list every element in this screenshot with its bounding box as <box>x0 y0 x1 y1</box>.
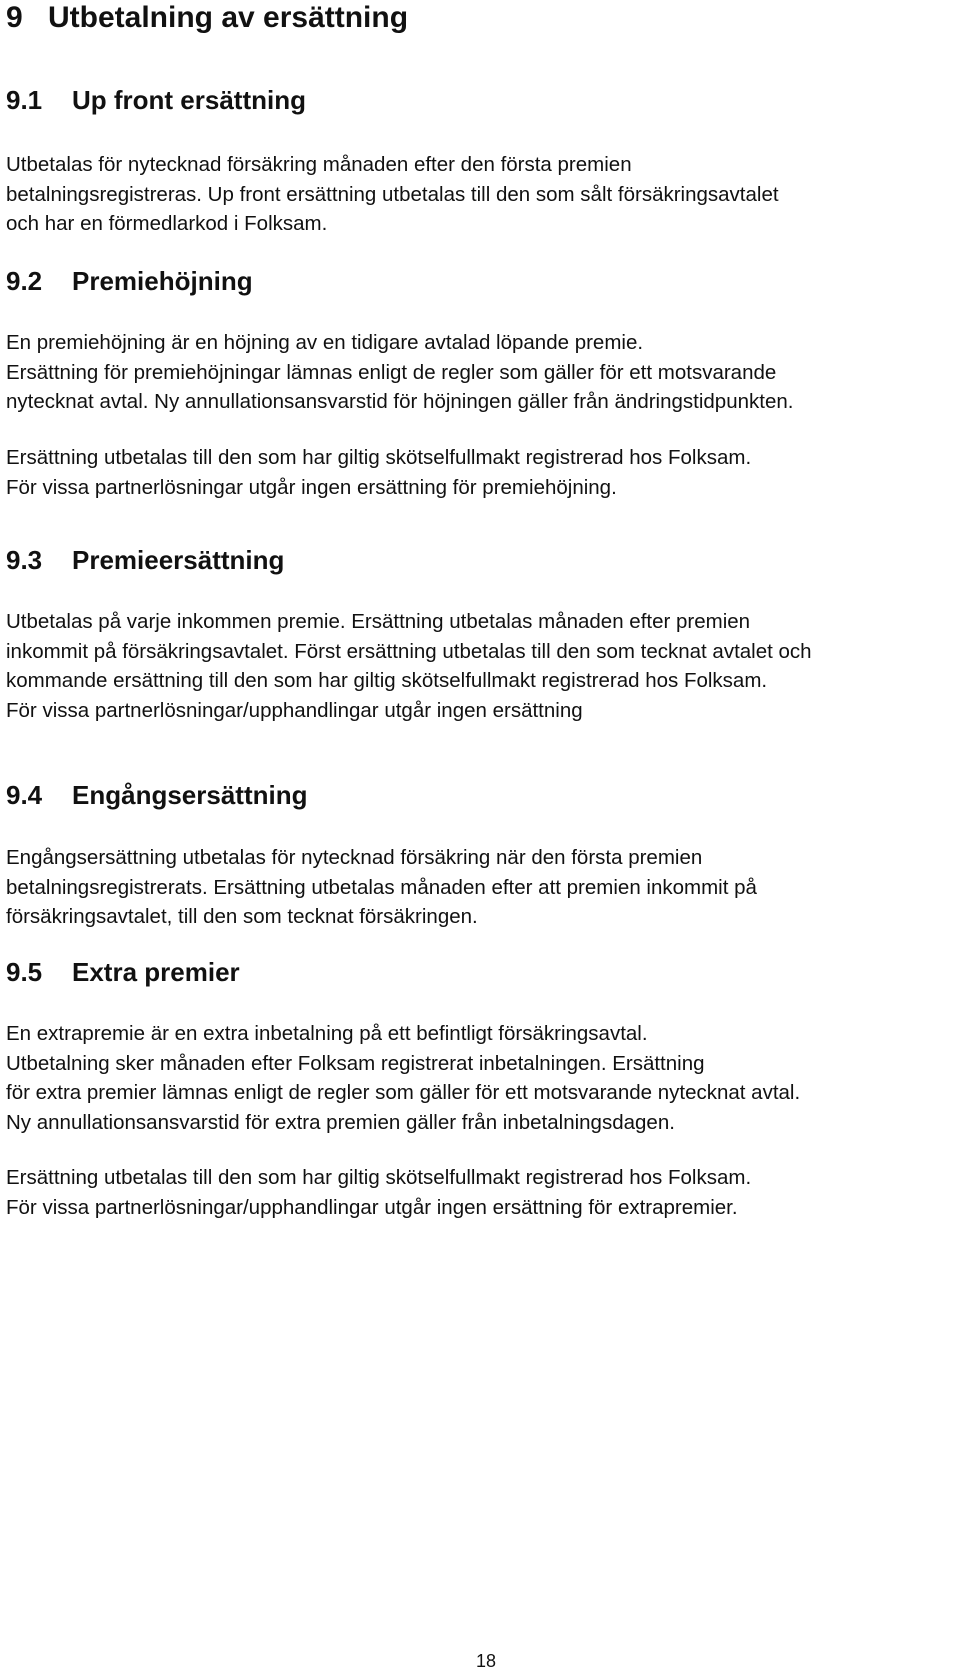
page-number: 18 <box>476 1651 497 1671</box>
text-line: för extra premier lämnas enligt de regler som gäller för ett motsvarande nytecknat avtal. <box>6 1081 801 1104</box>
section-number: 9.4 <box>6 780 43 810</box>
section-heading-9-3 <box>6 544 284 576</box>
text-line: Utbetalning sker månaden efter Folksam registrerat inbetalningen. Ersättning <box>6 1051 705 1075</box>
section-number: 9.3 <box>6 545 43 575</box>
text-line: Engångsersättning utbetalas för nytecknad försäkring när den första premien <box>6 846 703 869</box>
text-line: Ersättning för premiehöjningar lämnas enligt de regler som gäller för ett motsvarande <box>6 360 777 384</box>
text-line: inkommit på försäkringsavtalet. Först ersättning utbetalas till den som tecknat avtalet och <box>6 639 812 663</box>
section-title: Premieersättning <box>72 545 285 575</box>
section-9-5-paragraph-2 <box>6 1163 751 1222</box>
section-title: Engångsersättning <box>72 780 308 810</box>
section-9-2-paragraph-1 <box>6 328 793 417</box>
text-line: Ersättning utbetalas till den som har giltig skötselfullmakt registrerad hos Folksam. <box>6 446 752 469</box>
section-number: 9.2 <box>6 266 43 296</box>
section-heading-9-1 <box>6 84 306 116</box>
chapter-title: Utbetalning av ersättning <box>48 1 409 34</box>
section-heading-9-2 <box>6 265 253 297</box>
section-number: 9.5 <box>6 957 43 987</box>
text-line: betalningsregistrerats. Ersättning utbetalas månaden efter att premien inkommit på <box>6 875 757 899</box>
text-line: En premiehöjning är en höjning av en tidigare avtalad löpande premie. <box>6 331 644 354</box>
section-9-2-paragraph-2 <box>6 443 751 502</box>
chapter-number: 9 <box>6 1 23 34</box>
text-line: Utbetalas på varje inkommen premie. Ersättning utbetalas månaden efter premien <box>6 610 751 633</box>
text-line: En extrapremie är en extra inbetalning på ett befintligt försäkringsavtal. <box>6 1022 648 1045</box>
section-title: Extra premier <box>72 957 240 987</box>
section-title: Up front ersättning <box>72 85 306 115</box>
section-9-4-paragraph-1 <box>6 843 757 932</box>
text-line: För vissa partnerlösningar/upphandlingar utgår ingen ersättning <box>6 698 583 722</box>
text-line: försäkringsavtalet, till den som tecknat försäkringen. <box>6 905 478 928</box>
section-title: Premiehöjning <box>72 266 253 296</box>
section-heading-9-4 <box>6 779 307 811</box>
text-line: Ny annullationsansvarstid för extra premien gäller från inbetalningsdagen. <box>6 1110 675 1134</box>
section-heading-9-5 <box>6 956 240 988</box>
text-line: För vissa partnerlösningar utgår ingen ersättning för premiehöjning. <box>6 475 617 499</box>
text-line: Ersättning utbetalas till den som har giltig skötselfullmakt registrerad hos Folksam. <box>6 1166 752 1189</box>
chapter-heading <box>6 0 408 36</box>
text-line: Utbetalas för nytecknad försäkring månaden efter den första premien <box>6 153 632 176</box>
text-line: och har en förmedlarkod i Folksam. <box>6 212 328 235</box>
text-line: kommande ersättning till den som har giltig skötselfullmakt registrerad hos Folksam. <box>6 669 768 692</box>
section-9-5-paragraph-1 <box>6 1019 800 1137</box>
section-number: 9.1 <box>6 85 43 115</box>
text-line: nytecknat avtal. Ny annullationsansvarstid för höjningen gäller från ändringstidpunkten. <box>6 390 794 413</box>
section-9-3-paragraph-1 <box>6 607 812 725</box>
text-line: betalningsregistreras. Up front ersättning utbetalas till den som sålt försäkringsavtalet <box>6 182 779 206</box>
section-9-1-paragraph-1 <box>6 150 779 239</box>
text-line: För vissa partnerlösningar/upphandlingar utgår ingen ersättning för extrapremier. <box>6 1195 738 1219</box>
